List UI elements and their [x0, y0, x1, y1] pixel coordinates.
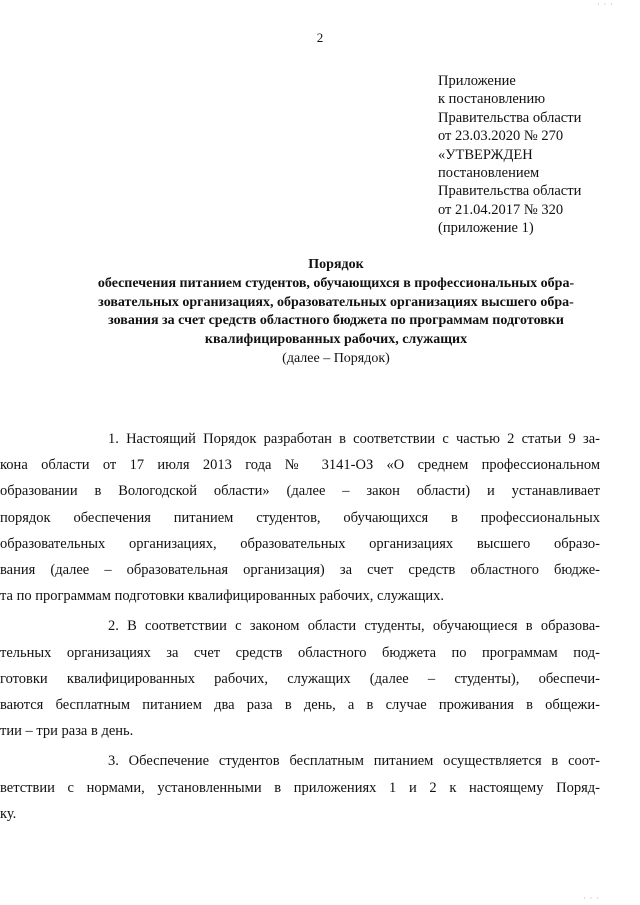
title-aside: (далее – Порядок) [282, 350, 390, 366]
title-subtitle-line: обеспечения питанием студентов, обучающихся в профессиональных обра- [97, 275, 575, 291]
paragraph-line: кона области от 17 июля 2013 года № 3141-ОЗ «О среднем профессиональном [0, 457, 600, 474]
paragraph-3 [0, 748, 600, 827]
paragraph-line: та по программам подготовки квалифицированных рабочих, служащих. [0, 588, 445, 605]
appendix-line: от 21.04.2017 № 320 [438, 201, 564, 218]
title-subtitle-line: зования за счет средств областного бюджета по программам подготовки [108, 313, 564, 329]
title-subtitle-line: квалифицированных рабочих, служащих [204, 332, 468, 348]
paragraph-line: ку. [0, 805, 17, 822]
appendix-line: Приложение [438, 73, 516, 89]
paragraph-1 [0, 426, 600, 609]
paragraph-line: образовательных организациях, образовательных организациях высшего образо- [0, 535, 600, 552]
corner-mark-bottom: · · · [583, 894, 600, 903]
appendix-line: Правительства области [438, 183, 582, 200]
paragraph-line: тельных организациях за счет средств областного бюджета по программам под- [0, 644, 600, 661]
document-title [80, 256, 592, 369]
paragraph-line: готовки квалифицированных рабочих, служащих (далее – студенты), обеспечи- [0, 670, 600, 687]
appendix-line: Правительства области [438, 109, 582, 126]
paragraph-line: 1. Настоящий Порядок разработан в соответствии с частью 2 статьи 9 за- [108, 431, 600, 447]
title-subtitle-line: зовательных организациях, образовательных организациях высшего обра- [98, 294, 574, 310]
paragraph-line: тии – три раза в день. [0, 723, 134, 740]
paragraph-line: 3. Обеспечение студентов бесплатным питанием осуществляется в соот- [108, 753, 600, 770]
appendix-line: (приложение 1) [438, 220, 534, 237]
paragraph-line: 2. В соответствии с законом области студенты, обучающиеся в образова- [108, 618, 600, 635]
body-text [0, 426, 600, 831]
appendix-line: постановлением [438, 165, 540, 182]
corner-mark-top: · · · [597, 0, 614, 9]
page-number: 2 [316, 30, 324, 45]
paragraph-line: порядок обеспечения питанием студентов, обучающихся в профессиональных [0, 509, 600, 526]
title-heading: Порядок [308, 257, 364, 272]
appendix-line: от 23.03.2020 № 270 [438, 128, 564, 145]
paragraph-line: ветствии с нормами, установленными в приложениях 1 и 2 к настоящему Поряд- [0, 779, 600, 796]
appendix-line: к постановлению [438, 91, 546, 108]
appendix-line: «УТВЕРЖДЕН [438, 146, 533, 163]
paragraph-line: образовании в Вологодской области» (далее – закон области) и устанавливает [0, 483, 600, 500]
appendix-block [438, 72, 628, 238]
paragraph-line: ваются бесплатным питанием два раза в день, а в случае проживания в общежи- [0, 697, 600, 714]
paragraph-line: вания (далее – образовательная организация) за счет средств областного бюдже- [0, 562, 600, 579]
paragraph-2 [0, 613, 600, 744]
